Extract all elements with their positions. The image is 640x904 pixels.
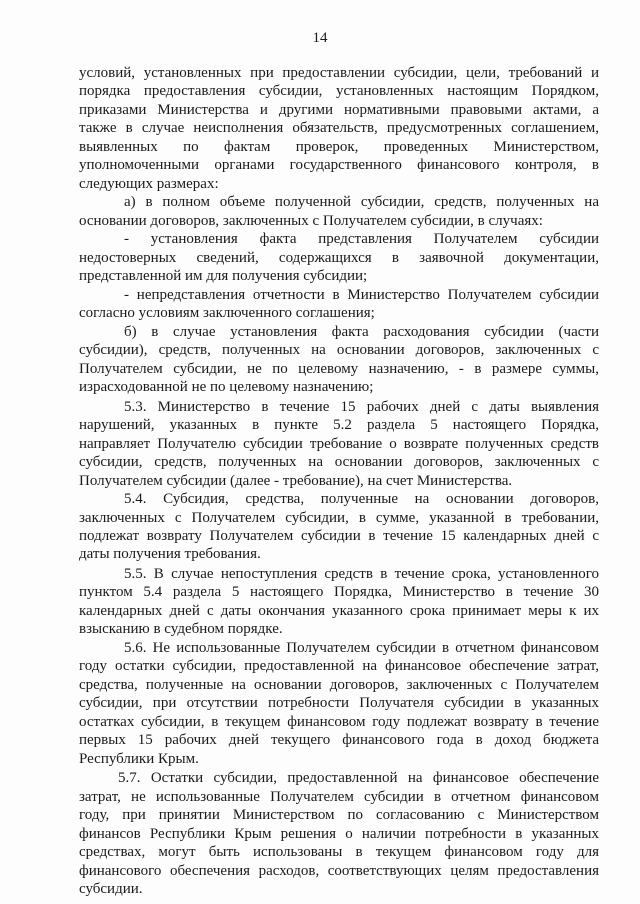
text-line: затрат, не использованные Получателем субсидии в отчетном финансовом [79,789,599,805]
text-line: средства, полученные на основании договоров, заключенных с Получателем [79,677,599,693]
text-line: 5.5. В случае непоступления средств в течение срока, установленного [124,566,599,582]
text-line: - установления факта представления Получателем субсидии [124,231,599,247]
text-line: направляет Получателю субсидии требование о возврате полученных средств [79,436,599,452]
text-line: 5.6. Не использованные Получателем субсидии в отчетном финансовом [124,640,599,656]
text-line: а) в полном объеме полученной субсидии, средств, полученных на [124,194,599,210]
text-line: основании договоров, заключенных с Получателем субсидии, в случаях: [79,213,543,229]
text-line: 5.3. Министерство в течение 15 рабочих дней с даты выявления [124,399,599,415]
text-line: уполномоченными органами государственного финансового контроля, в [79,157,599,173]
text-line: субсидии), средств, полученных на основании договоров, заключенных с [79,342,599,358]
text-line: 5.7. Остатки субсидии, предоставленной на финансовое обеспечение [118,770,599,786]
page-number: 14 [312,30,328,46]
text-line: выявленных по фактам проверок, проведенных Министерством, [79,139,599,155]
text-line: первых 15 рабочих дней текущего финансового года в доход бюджета [79,732,599,748]
text-line: израсходованной не по целевому назначению; [79,379,374,395]
text-line: субсидии, средств, полученных на основании договоров, заключенных с [79,454,599,470]
text-line: следующих размерах: [79,176,219,192]
text-line: приказами Министерства и другими нормативными правовыми актами, а [79,102,599,118]
text-line: году, при принятии Министерством по согласованию с Министерством [79,807,599,823]
text-line: представленной им для получения субсидии; [79,268,368,284]
text-line: календарных дней с даты окончания указанного срока принимает меры к их [79,603,599,619]
text-line: заключенных с Получателем субсидии, в сумме, указанной в требовании, [79,510,599,526]
text-line: году остатки субсидии, предоставленной на финансовое обеспечение затрат, [79,658,599,674]
text-line: порядка предоставления субсидии, установленных настоящим Порядком, [79,83,599,99]
text-line: 5.4. Субсидия, средства, полученные на основании договоров, [124,491,599,507]
text-line: средствах, могут быть использованы в текущем финансовом году для [79,844,599,860]
text-line: согласно условиям заключенного соглашения; [79,305,375,321]
text-line: недостоверных сведений, содержащихся в заявочной документации, [79,250,599,266]
text-line: остатках субсидии, в текущем финансовом году подлежат возврату в течение [79,714,599,730]
text-line: финансового обеспечения расходов, соответствующих целям предоставления [79,863,599,879]
text-line: нарушений, указанных в пункте 5.2 раздела 5 настоящего Порядка, [79,417,599,433]
text-line: - непредставления отчетности в Министерство Получателем субсидии [124,287,599,303]
text-line: б) в случае установления факта расходования субсидии (части [124,324,599,340]
text-line: Получателем субсидии (далее - требование), на счет Министерства. [79,473,513,489]
text-line: взысканию в судебном порядке. [79,621,283,637]
text-line: Получателем субсидии, не по целевому назначению, - в размере суммы, [79,361,599,377]
text-line: подлежат возврату Получателем субсидии в течение 15 календарных дней с [79,528,599,544]
text-line: пунктом 5.4 раздела 5 настоящего Порядка, Министерство в течение 30 [79,584,599,600]
text-line: даты получения требования. [79,546,261,562]
text-line: Республики Крым. [79,751,199,767]
text-line: субсидии, при отсутствии потребности Получателя субсидии в указанных [79,695,599,711]
text-line: субсидии. [79,881,143,897]
text-line: финансов Республики Крым решения о наличии потребности в указанных [79,826,599,842]
text-line: также в случае неисполнения обязательств, предусмотренных соглашением, [79,120,599,136]
text-line: условий, установленных при предоставлении субсидии, цели, требований и [79,65,599,81]
